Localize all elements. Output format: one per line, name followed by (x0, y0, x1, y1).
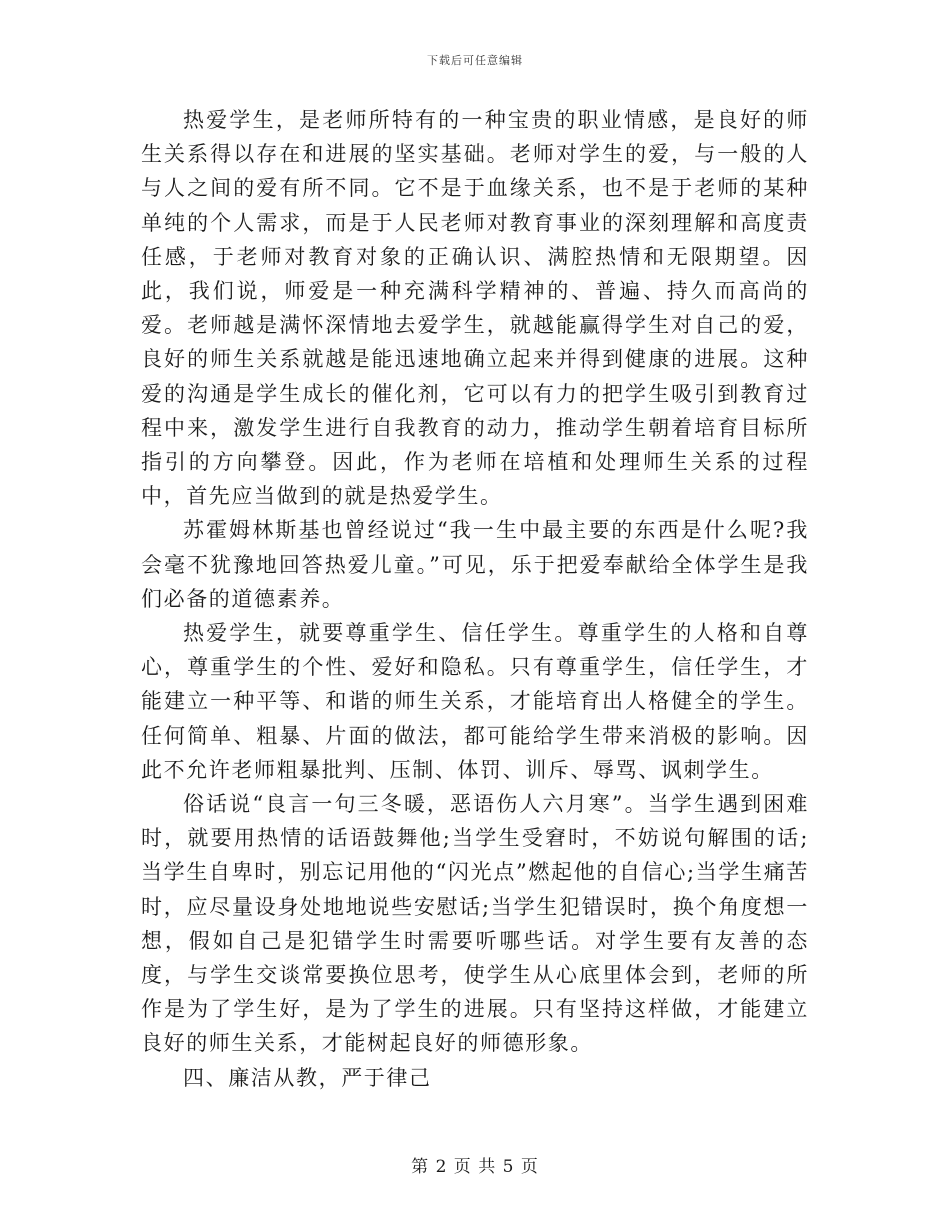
section-heading: 四、廉洁从教，严于律己 (183, 1065, 432, 1090)
paragraph-kind-words: 俗话说“良言一句三冬暖，恶语伤人六月寒”。当学生遇到困难时，就要用热情的话语鼓舞他;当学生受窘时，不妨说句解围的话;当学生自卑时，别忘记用他的“闪光点”燃起他的自信心;当学生痛苦时，应尽量设身处地地说些安慰话;当学生犯错误时，换个角度想一想，假如自己是犯错学生时需要听哪些话。对学生要有友善的态度，与学生交谈常要换位思考，使学生从心底里体会到，老师的所作是为了学生好，是为了学生的进展。只有坚持这样做，才能建立良好的师生关系，才能树起良好的师德形象。 (141, 792, 809, 1056)
paragraph-sukhomlinsky-quote: 苏霍姆林斯基也曾经说过“我一生中最主要的东西是什么呢?我会毫不犹豫地回答热爱儿童。”可见，乐于把爱奉献给全体学生是我们必备的道德素养。 (141, 518, 809, 611)
document-body (141, 103, 809, 1095)
page-header: 下载后可任意编辑 (427, 54, 523, 67)
paragraph-love-students: 热爱学生，是老师所特有的一种宝贵的职业情感，是良好的师生关系得以存在和进展的坚实基础。老师对学生的爱，与一般的人与人之间的爱有所不同。它不是于血缘关系，也不是于老师的某种单纯的个人需求，而是于人民老师对教育事业的深刻理解和高度责任感，于老师对教育对象的正确认识、满腔热情和无限期望。因此，我们说，师爱是一种充满科学精神的、普遍、持久而高尚的爱。老师越是满怀深情地去爱学生，就越能赢得学生对自己的爱，良好的师生关系就越是能迅速地确立起来并得到健康的进展。这种爱的沟通是学生成长的催化剂，它可以有力的把学生吸引到教育过程中来，激发学生进行自我教育的动力，推动学生朝着培育目标所指引的方向攀登。因此，作为老师在培植和处理师生关系的过程中，首先应当做到的就是热爱学生。 (141, 108, 809, 509)
paragraph-respect-trust: 热爱学生，就要尊重学生、信任学生。尊重学生的人格和自尊心，尊重学生的个性、爱好和隐私。只有尊重学生，信任学生，才能建立一种平等、和谐的师生关系，才能培育出人格健全的学生。任何简单、粗暴、片面的做法，都可能给学生带来消极的影响。因此不允许老师粗暴批判、压制、体罚、训斥、辱骂、讽刺学生。 (141, 621, 809, 782)
page-footer: 第 2 页 共 5 页 (411, 1157, 539, 1177)
